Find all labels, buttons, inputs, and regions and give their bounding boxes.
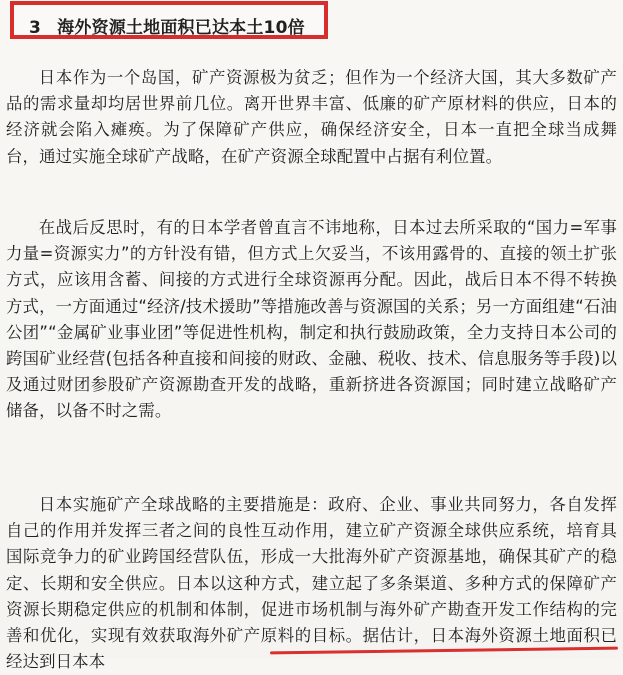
section-title: 海外资源土地面积已达本土10倍: [57, 18, 305, 38]
paragraph-3: 日本实施矿产全球战略的主要措施是：政府、企业、事业共同努力，各自发挥自己的作用并发挥三者之间的良性互动作用，建立矿产资源全球供应系统，培育具国际竞争力的矿业跨国经营队伍，形成一大批海外矿产资源基地，确保其矿产的稳定、长期和安全供应。日本以这种方式，建立起了多条渠道、多种方式的保障矿产资源长期稳定供应的机制和体制，促进市场机制与海外矿产勘查开发工作结构的完善和优化，实现有效获取海外矿产原料的目标。据估计，日本海外资源土地面积已经达到日本本: [6, 495, 617, 672]
paragraph-1: 日本作为一个岛国，矿产资源极为贫乏；但作为一个经济大国，其大多数矿产品的需求量却均居世界前几位。离开世界丰富、低廉的矿产原材料的供应，日本的经济就会陷入瘫痪。为了保障矿产供应，确保经济安全，日本一直把全球当成舞台，通过实施全球矿产战略，在矿产资源全球配置中占据有利位置。: [6, 68, 617, 166]
section-heading: [29, 13, 305, 38]
paragraph-2: 在战后反思时，有的日本学者曾直言不讳地称，日本过去所采取的“国力=军事力量=资源实力”的方针没有错，但方式上欠妥当，不该用露骨的、直接的领土扩张方式，应该用含蓄、间接的方式进行全球资源再分配。因此，战后日本不得不转换方式，一方面通过“经济/技术援助”等措施改善与资源国的关系；另一方面组建“石油公团”“金属矿业事业团”等促进性机构，制定和执行鼓励政策，全力支持日本公司的跨国矿业经营(包括各种直接和间接的财政、金融、税收、技术、信息服务等手段)以及通过财团参股矿产资源勘查开发的战略，重新挤进各资源国；同时建立战略矿产储备，以备不时之需。: [6, 218, 617, 421]
section-number: 3: [29, 18, 42, 38]
